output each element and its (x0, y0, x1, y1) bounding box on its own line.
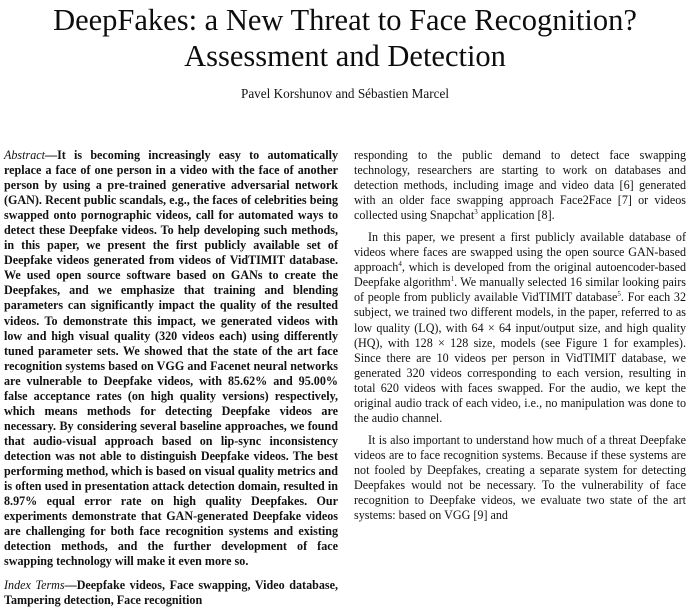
footnote-ref: 1 (450, 275, 455, 284)
body-p2-text-c: . We manually selected 16 similar looking pairs of people from publicly available VidTIMIT database (354, 275, 686, 305)
body-p2-text-d: . For each 32 subject, we trained two different models, in the paper, referred to as low quality (LQ), with 64 × 64 input/output size, and high quality (HQ), with 128 × 128 size, models (see Figure 1 for examples). Since there are 10 videos per person in VidTIMIT database, we generated 320 videos corresponding to each version, resulting in total 620 videos with faces swapped. For the audio, we kept the original audio track of each video, i.e., no manipulation was done to the audio channel. (354, 290, 687, 425)
footnote-ref: 3 (474, 208, 478, 217)
abstract-dash: — (44, 148, 58, 162)
body-p1-text-b: application [8]. (477, 208, 555, 223)
body-p2-text-b: , which is developed from the original autoencoder-based Deepfake algorithm (354, 260, 686, 290)
body-paragraph-2 (354, 230, 686, 426)
left-column (4, 148, 338, 608)
abstract-label: Abstract (4, 148, 45, 162)
paper-authors: Pavel Korshunov and Sébastien Marcel (240, 86, 450, 101)
footnote-ref: 4 (398, 260, 402, 269)
abstract-paragraph (4, 148, 338, 569)
index-terms-paragraph (4, 578, 338, 608)
index-terms-dash: — (64, 578, 77, 593)
index-terms-text: Deepfake videos, Face swapping, Video database, Tampering detection, Face recognition (4, 578, 338, 608)
body-paragraph-3: It is also important to understand how much of a threat Deepfake videos are to face recognition systems. Because if these systems are not fooled by Deepfakes, creating a separate system for detecting Deepfakes would not be necessary. To the vulnerability of face recognition to Deepfake videos, we evaluate two state of the art systems: based on VGG [9] and (354, 432, 686, 523)
paper-title-line-2: Assessment and Detection (184, 39, 506, 73)
right-column (354, 148, 686, 523)
paper-title-line-1: DeepFakes: a New Threat to Face Recognition? (53, 3, 637, 37)
body-p1-text-a: responding to the public demand to detect face swapping technology, researchers are starting to work on databases and detection methods, including image and video data [6] generated with an older face swapping approach Face2Face [7] or videos collected using Snapchat (354, 148, 686, 223)
abstract-text: It is becoming increasingly easy to automatically replace a face of one person in a video with the face of another person by using a pre-trained generative adversarial network (GAN). Recent public scandals, e.g., the faces of celebrities being swapped onto pornographic videos, call for automated ways to detect these Deepfake videos. To help developing such methods, in this paper, we present the first publicly available set of Deepfake videos generated from videos of VidTIMIT database. We used open source software based on GANs to create the Deepfakes, and we emphasize that training and blending parameters can significantly impact the quality of the resulted videos. To demonstrate this impact, we generated videos with low and high visual quality (320 videos each) using differently tuned parameter sets. We showed that the state of the art face recognition systems based on VGG and Facenet neural networks are vulnerable to Deepfake videos, with 85.62% and 95.00% false acceptance rates (on high quality versions) respectively, which means methods for detecting Deepfake videos are necessary. By considering several baseline approaches, we found that audio-visual approach based on lip-sync inconsistency detection was not able to distinguish Deepfake videos. The best performing method, which is based on visual quality metrics and is often used in presentation attack detection domain, resulted in 8.97% equal error rate on high quality Deepfakes. Our experiments demonstrate that GAN-generated Deepfake videos are challenging for both face recognition systems and existing detection methods, and the further development of face swapping technology will make it even more so. (4, 148, 338, 569)
body-p2-text-a: In this paper, we present a first publicly available database of videos where faces are swapped using the open source GAN-based approach (354, 230, 686, 275)
footnote-ref: 5 (617, 290, 621, 299)
index-terms-label: Index Terms (4, 578, 65, 593)
body-paragraph-1 (354, 148, 686, 223)
